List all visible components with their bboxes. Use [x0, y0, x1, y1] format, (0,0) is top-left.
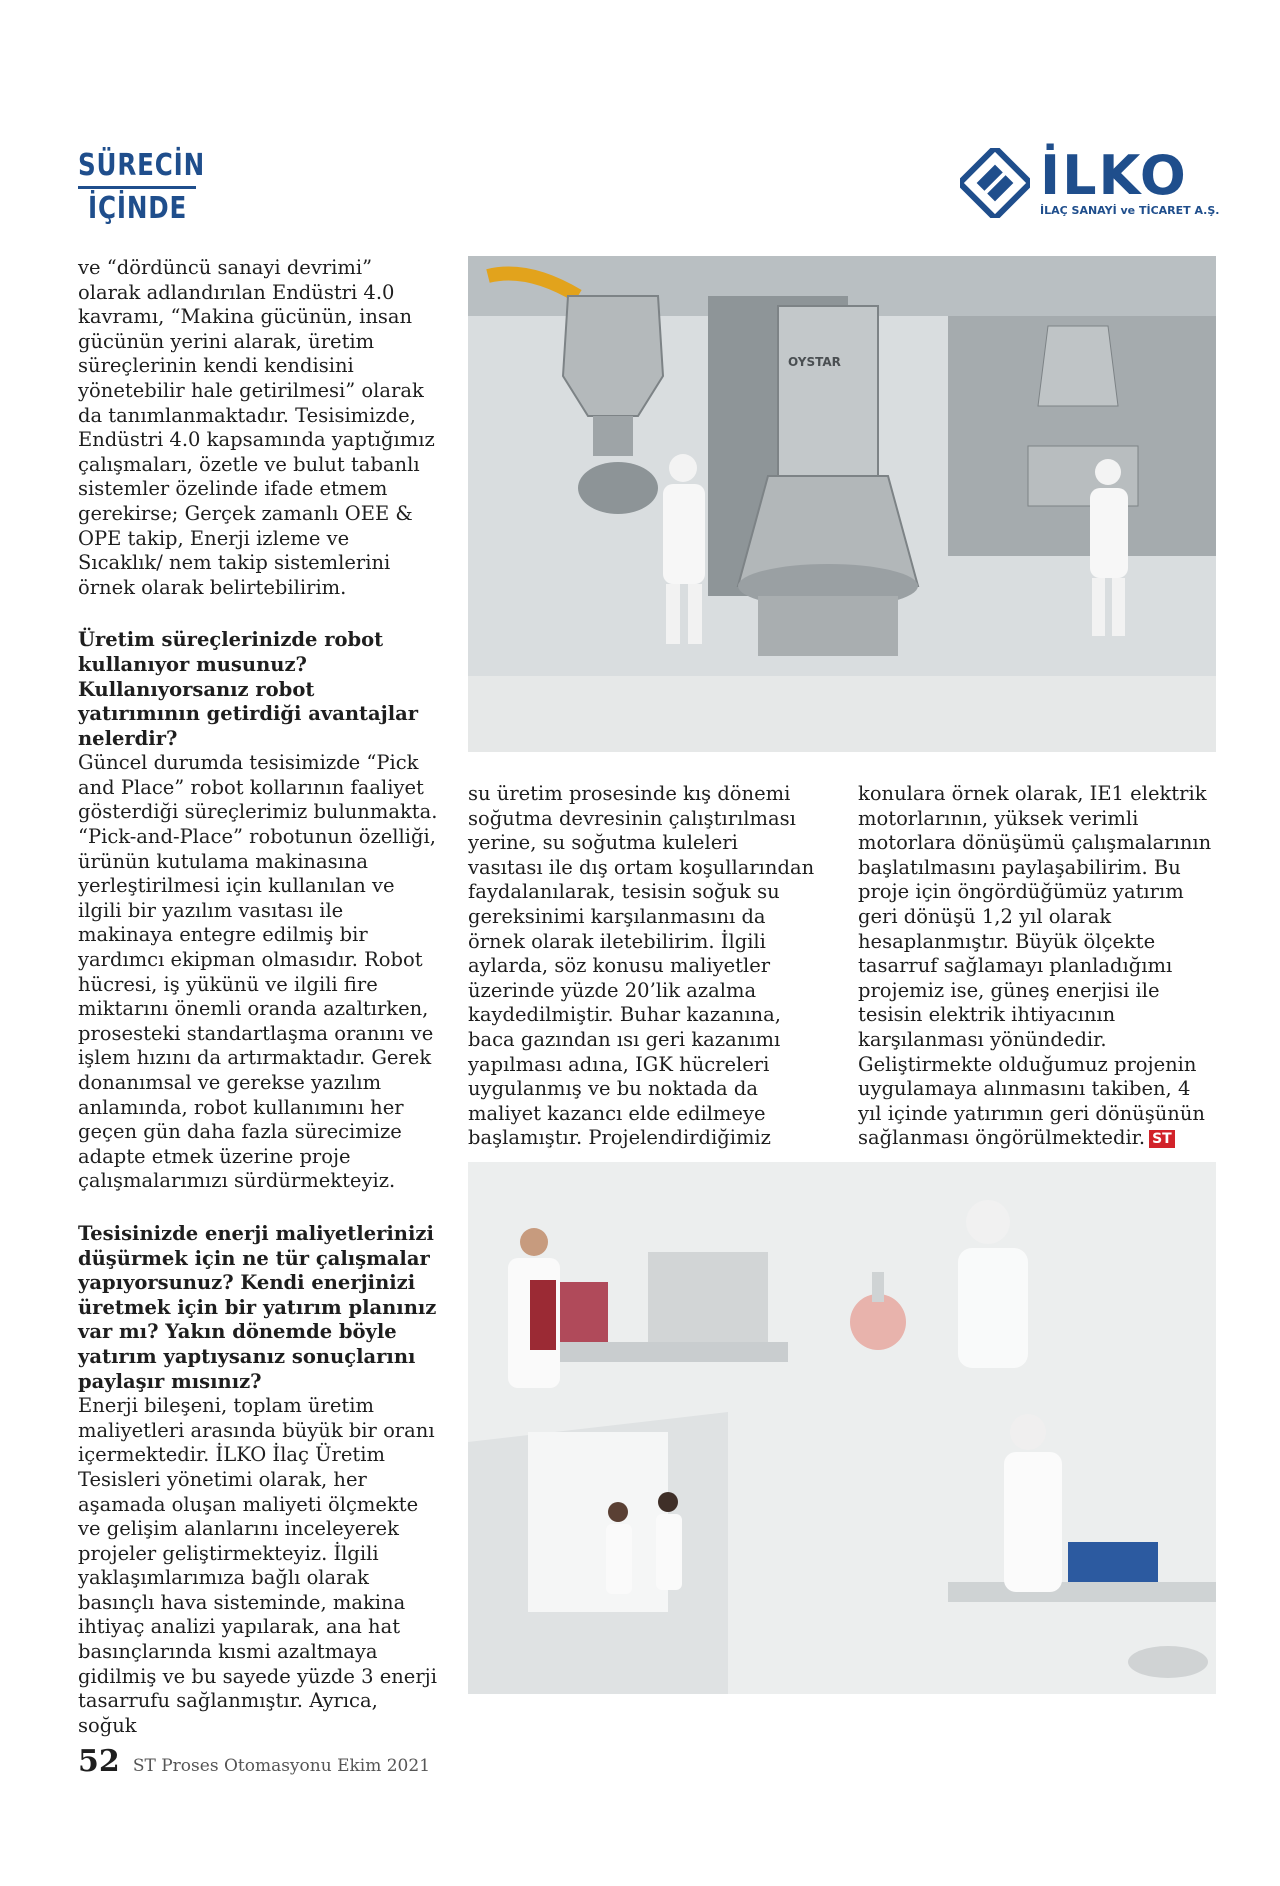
- answer-robots: Güncel durumda tesisimizde “Pick and Place” robot kollarının faaliyet gösterdiği süreçlerimiz bulunmakta. “Pick-and-Place” robotunun özelliği, ürünün kutulama makinasına yerleştirilmesi için kullanılan ve ilgili bir yazılım vasıtası ile makinaya entegre edilmiş bir yardımcı ekipman olmasıdır. Robot hücresi, iş yükünü ve ilgili fire miktarını önemli oranda azaltırken, prosesteki standartlaşma oranını ve işlem hızını da artırmaktadır. Gerek donanımsal ve gerekse yazılım anlamında, robot kullanımını her geçen gün daha fazla sürecimize adapte etmek üzerine proje çalışmalarımızı sürdürmekteyiz.: [78, 751, 438, 1193]
- photo-production-machinery: [468, 256, 1216, 752]
- photo-laboratory-collage: [468, 1162, 1216, 1694]
- end-mark-icon: ST: [1149, 1130, 1175, 1148]
- company-logo: [960, 144, 1220, 226]
- production-machinery-illustration: [468, 256, 1216, 752]
- logo-name: İLKO: [1040, 144, 1188, 207]
- section-title: [78, 148, 228, 227]
- logo-mark-icon: [960, 148, 1030, 218]
- question-robots: Üretim süreçlerinizde robot kullanıyor musunuz? Kullanıyorsanız robot yatırımının getirdiği avantajlar nelerdir?: [78, 628, 419, 750]
- paragraph-cooling: su üretim prosesinde kış dönemi soğutma devresinin çalıştırılması yerine, su soğutma kuleleri vasıtası ile dış ortam koşullarından faydalanılarak, tesisin soğuk su gereksinimi karşılanmasını da örnek olarak iletebilirim. İlgili aylarda, söz konusu maliyetler üzerinde yüzde 20’lik azalma kaydedilmiştir. Buhar kazanına, baca gazından ısı geri kazanımı yapılması adına, IGK hücreleri uygulanmış ve bu noktada da maliyet kazancı elde edilmeye başlamıştır. Projelendirdiğimiz: [468, 782, 815, 1150]
- section-title-divider: [78, 186, 196, 189]
- paragraph-motors-solar-text: konulara örnek olarak, IE1 elektrik motorlarının, yüksek verimli motorlara dönüşümü çalışmalarının başlatılmasını paylaşabilirim. Bu proje için öngördüğümüz yatırım geri dönüşü 1,2 yıl olarak hesaplanmıştır. Büyük ölçekte tasarruf sağlamayı planladığımı projemiz ise, güneş enerjisi ile tesisin elektrik ihtiyacının karşılanması yönündedir. Geliştirmekte olduğumuz projenin uygulamaya alınmasını takiben, 4 yıl içinde yatırımın geri dönüşünün sağlanması öngörülmektedir.: [858, 782, 1212, 1150]
- logo-tagline: İLAÇ SANAYİ ve TİCARET A.Ş.: [1040, 204, 1220, 217]
- publication-info: ST Proses Otomasyonu Ekim 2021: [132, 1756, 431, 1776]
- article-column-3: [858, 782, 1218, 1151]
- paragraph-motors-solar: [858, 782, 1218, 1151]
- article-column-1: [78, 256, 438, 1738]
- page-footer: [78, 1744, 430, 1779]
- article-column-2: [468, 782, 818, 1151]
- question-energy: Tesisinizde enerji maliyetlerinizi düşürmek için ne tür çalışmalar yapıyorsunuz? Kendi enerjinizi üretmek için bir yatırım planınız var mı? Yakın dönemde böyle yatırım yaptıysanız sonuçlarını paylaşır mısınız?: [78, 1221, 437, 1393]
- section-title-line2: İÇİNDE: [88, 191, 188, 226]
- laboratory-collage-illustration: [468, 1162, 1216, 1694]
- section-title-line1: SÜRECİN: [78, 148, 205, 183]
- answer-energy: Enerji bileşeni, toplam üretim maliyetleri arasında büyük bir oranı içermektedir. İLKO İlaç Üretim Tesisleri yönetimi olarak, her aşamada oluşan maliyeti ölçmekte ve gelişim alanlarını inceleyerek projeler geliştirmekteyiz. İlgili yaklaşımlarımıza bağlı olarak basınçlı hava sisteminde, makina ihtiyaç analizi yapılarak, ana hat basınçlarında kısmi azaltmaya gidilmiş ve bu sayede yüzde 3 enerji tasarrufu sağlanmıştır. Ayrıca, soğuk: [78, 1394, 437, 1737]
- paragraph-intro: ve “dördüncü sanayi devrimi” olarak adlandırılan Endüstri 4.0 kavramı, “Makina gücünün, insan gücünün yerini alarak, üretim süreçlerinin kendi kendisini yönetebilir hale getirilmesi” olarak da tanımlanmaktadır. Tesisimizde, Endüstri 4.0 kapsamında yaptığımız çalışmaları, özetle ve bulut tabanlı sistemler özelinde ifade etmem gerekirse; Gerçek zamanlı OEE & OPE takip, Enerji izleme ve Sıcaklık/ nem takip sistemlerini örnek olarak belirtebilirim.: [78, 256, 435, 599]
- machine-label: OYSTAR: [788, 355, 841, 369]
- page-number: 52: [78, 1744, 120, 1779]
